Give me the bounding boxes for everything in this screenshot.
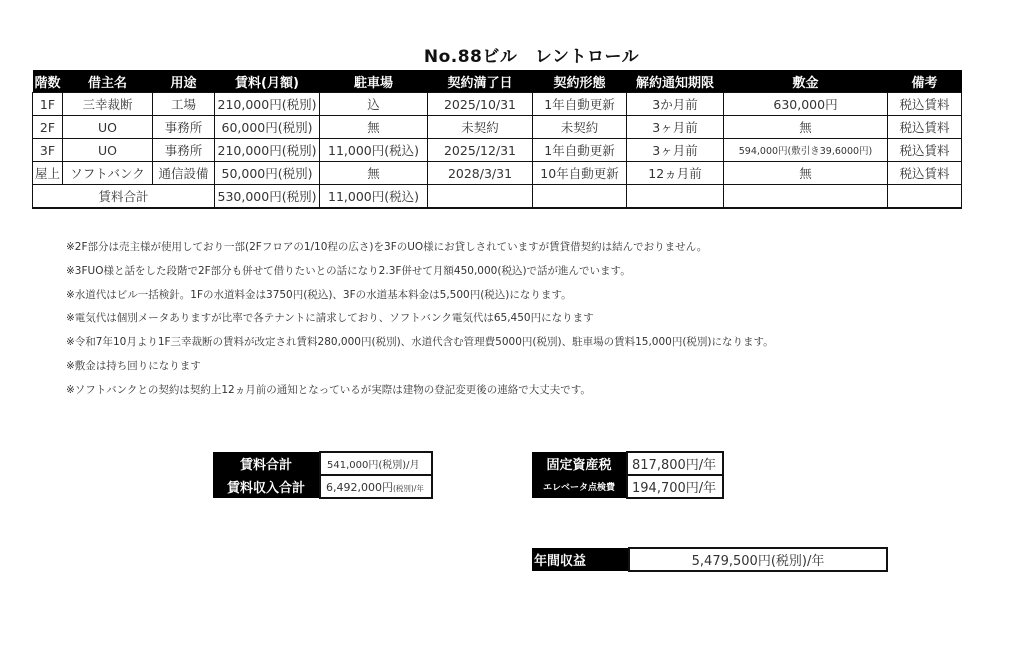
total-rent: 530,000円(税別) (215, 185, 320, 209)
cell-deposit: 594,000円(敷引き39,6000円) (724, 139, 888, 162)
cell-parking: 込 (320, 93, 428, 116)
elevator-inspection-value: 194,700円/年 (627, 475, 723, 498)
cell-deposit: 無 (724, 116, 888, 139)
cell-tenant: UO (63, 116, 153, 139)
annual-rent-amount: 6,492,000円 (326, 480, 393, 494)
cell-notice: 3ヶ月前 (627, 139, 724, 162)
cell-parking: 無 (320, 116, 428, 139)
note-item: ※3FUO様と話をした段階で2F部分も併せて借りたいとの話になり2.3F併せて月額450,000(税込)で話が進んでいます。 (66, 264, 631, 277)
cell-use: 通信設備 (153, 162, 215, 185)
total-label: 賃料合計 (33, 185, 215, 209)
note-item: ※敷金は持ち回りになります (66, 359, 201, 372)
note-item: ※電気代は個別メータありますが比率で各テナントに請求しており、ソフトバンク電気代は65,450円になります (66, 312, 594, 325)
cell-notice: 3ヶ月前 (627, 116, 724, 139)
table-row (33, 116, 962, 139)
header-parking: 駐車場 (320, 70, 428, 93)
cell-expiry: 2028/3/31 (428, 162, 533, 185)
annual-profit-label: 年間収益 (532, 548, 629, 571)
total-parking: 11,000円(税込) (320, 185, 428, 209)
header-tenant: 借主名 (63, 70, 153, 93)
header-rent: 賃料(月額) (215, 70, 320, 93)
cell-notice: 12ヵ月前 (627, 162, 724, 185)
cell-contract-type: 未契約 (533, 116, 627, 139)
cell-floor: 3F (33, 139, 63, 162)
annual-rent-value (320, 475, 432, 498)
empty-cell (627, 185, 724, 209)
cell-use: 事務所 (153, 139, 215, 162)
cell-tenant: 三幸裁断 (63, 93, 153, 116)
cell-rent: 210,000円(税別) (215, 139, 320, 162)
cell-tenant: UO (63, 139, 153, 162)
note-item: ※ソフトバンクとの契約は契約上12ヵ月前の通知となっているが実際は建物の登記変更後の連絡で大丈夫です。 (66, 383, 591, 396)
cell-rent: 50,000円(税別) (215, 162, 320, 185)
cell-expiry: 2025/10/31 (428, 93, 533, 116)
cell-contract-type: 1年自動更新 (533, 93, 627, 116)
monthly-rent-label: 賃料合計 (213, 452, 320, 475)
cell-remarks: 税込賃料 (888, 139, 962, 162)
cell-notice: 3か月前 (627, 93, 724, 116)
annual-rent-suffix: (税別)/年 (392, 483, 424, 493)
cell-use: 工場 (153, 93, 215, 116)
elevator-inspection-label: エレベータ点検費 (532, 475, 627, 498)
header-remarks: 備考 (888, 70, 962, 93)
empty-cell (724, 185, 888, 209)
cell-remarks: 税込賃料 (888, 116, 962, 139)
note-item: ※水道代はビル一括検針。1Fの水道料金は3750円(税込)、3Fの水道基本料金は5,500円(税込)になります。 (66, 288, 572, 301)
cell-rent: 210,000円(税別) (215, 93, 320, 116)
property-tax-label: 固定資産税 (532, 452, 627, 475)
header-floor: 階数 (33, 70, 63, 93)
header-contract-type: 契約形態 (533, 70, 627, 93)
empty-cell (533, 185, 627, 209)
cell-deposit: 無 (724, 162, 888, 185)
cell-floor: 屋上 (33, 162, 63, 185)
notes-section (66, 240, 774, 407)
cell-use: 事務所 (153, 116, 215, 139)
empty-cell (428, 185, 533, 209)
cost-summary-box (532, 451, 724, 499)
property-tax-value: 817,800円/年 (627, 452, 723, 475)
rent-roll-table (32, 70, 962, 209)
note-item: ※令和7年10月より1F三幸裁断の賃料が改定され賃料280,000円(税別)、水道代含む管理費5000円(税別)、駐車場の賃料15,000円(税別)になります。 (66, 336, 774, 349)
header-notice: 解約通知期限 (627, 70, 724, 93)
header-deposit: 敷金 (724, 70, 888, 93)
cell-remarks: 税込賃料 (888, 162, 962, 185)
cell-deposit: 630,000円 (724, 93, 888, 116)
cell-floor: 2F (33, 116, 63, 139)
cell-parking: 11,000円(税込) (320, 139, 428, 162)
cell-floor: 1F (33, 93, 63, 116)
cell-tenant: ソフトバンク (63, 162, 153, 185)
table-header-row (33, 70, 962, 93)
page-title: No.88ビル レントロール (423, 47, 640, 67)
annual-profit-value: 5,479,500円(税別)/年 (629, 548, 887, 571)
cell-contract-type: 10年自動更新 (533, 162, 627, 185)
table-row (33, 139, 962, 162)
cell-rent: 60,000円(税別) (215, 116, 320, 139)
total-row (33, 185, 962, 209)
cell-parking: 無 (320, 162, 428, 185)
monthly-rent-value: 541,000円(税別)/月 (320, 452, 432, 475)
cell-expiry: 2025/12/31 (428, 139, 533, 162)
table-row (33, 162, 962, 185)
header-expiry: 契約満了日 (428, 70, 533, 93)
annual-profit-box (532, 547, 888, 572)
cell-contract-type: 1年自動更新 (533, 139, 627, 162)
cell-remarks: 税込賃料 (888, 93, 962, 116)
table-row (33, 93, 962, 116)
note-item: ※2F部分は売主様が使用しており一部(2Fフロアの1/10程の広さ)を3FのUO様にお貸しされていますが賃貸借契約は結んでおりません。 (66, 241, 708, 253)
header-use: 用途 (153, 70, 215, 93)
cell-expiry: 未契約 (428, 116, 533, 139)
empty-cell (888, 185, 962, 209)
annual-rent-label: 賃料収入合計 (213, 475, 320, 498)
income-summary-box (213, 451, 433, 499)
